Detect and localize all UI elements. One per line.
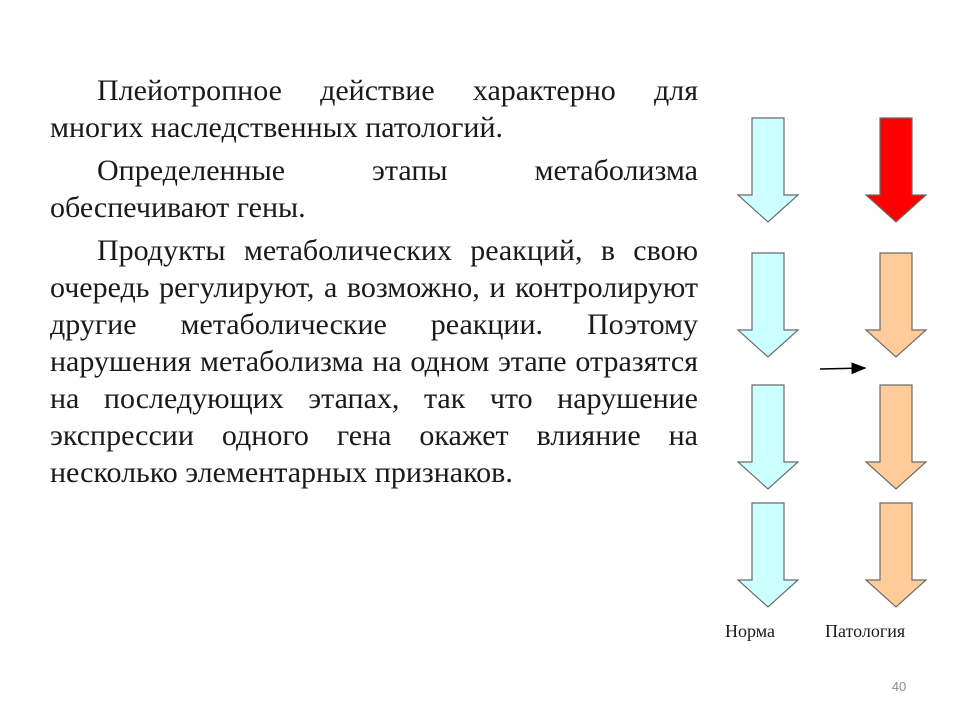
paragraph-1: Плейотропное действие характерно для многих наследственных патологий. [50,74,698,144]
pathology-arrows [866,118,926,607]
paragraph-3: Продукты метаболических реакций, в свою очередь регулируют, а возможно, и контролируют другие метаболические реакции. Поэтому нарушения метаболизма на одном этапе отразятся на последующих этапах, так что нарушение экспрессии одного гена окажет влияние на несколько элементарных признаков. [50,234,698,489]
pathology-arrow-4 [866,503,926,607]
norm-arrow-4 [738,503,798,607]
norm-arrow-1 [738,118,798,222]
norm-arrow-2 [738,253,798,357]
pathology-arrow-red [866,118,926,222]
norm-arrows [738,118,798,607]
norm-arrow-3 [738,385,798,489]
page-number: 40 [891,679,907,694]
paragraph-2: Определенные этапы метаболизма обеспечивают гены. [50,154,698,224]
caption-norm: Норма [725,621,775,641]
caption-pathology: Патология [825,621,906,641]
connector-arrow [820,368,865,369]
pathology-arrow-3 [866,385,926,489]
pathology-arrow-2 [866,253,926,357]
